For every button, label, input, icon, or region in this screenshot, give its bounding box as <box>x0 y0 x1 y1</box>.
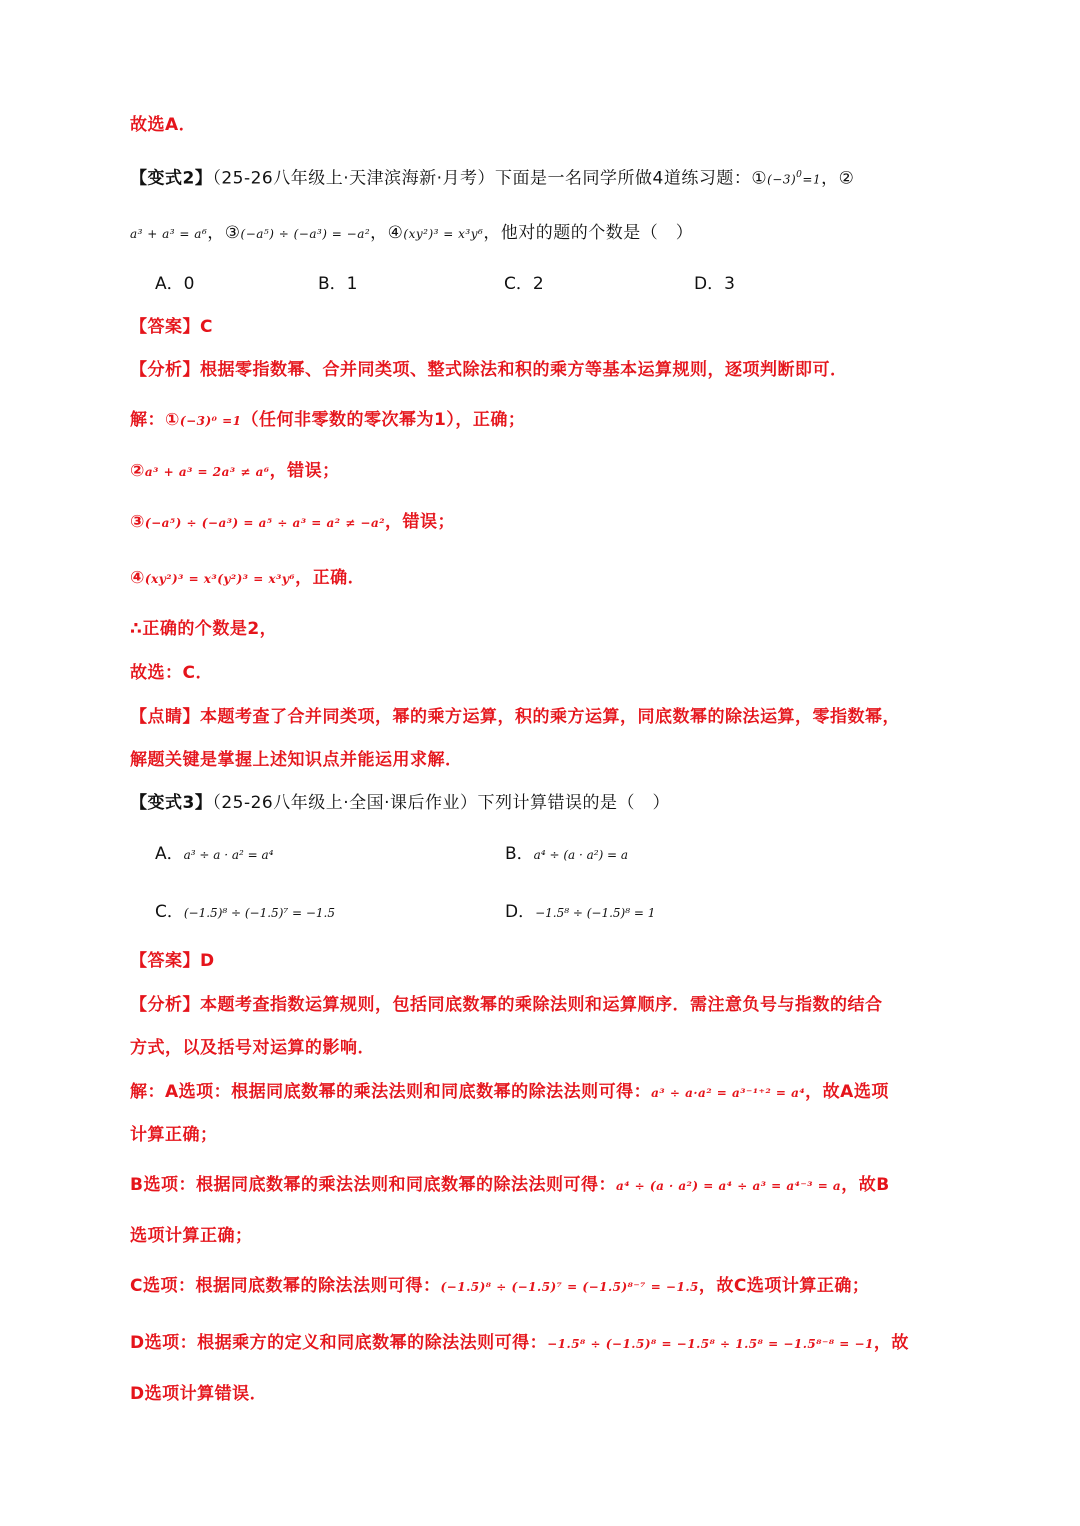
variant-3-source: （25-26八年级上·全国·课后作业）下列计算错误的是（ ） <box>212 793 671 813</box>
solution-b-line-1 <box>130 1173 890 1198</box>
math-sup: 0 <box>796 170 803 180</box>
choose-a-line: 故选A． <box>130 115 197 135</box>
choose-c-line: 故选：C． <box>130 663 213 683</box>
option-label: D． <box>505 902 536 922</box>
v3-option-d <box>505 900 655 925</box>
answer-2: 【答案】D <box>130 951 215 971</box>
option-b: B．1 <box>318 274 358 294</box>
math-expr: a⁴ ÷ (a · a²) = a⁴ ÷ a³ = a⁴⁻³ = a <box>615 1179 842 1193</box>
solution-b-line-2: 选项计算正确； <box>130 1226 253 1246</box>
v3-option-b <box>505 842 628 867</box>
option-d: D．3 <box>694 274 735 294</box>
text: ，错误； <box>385 512 456 532</box>
option-label: C． <box>155 902 184 922</box>
math-expr: (−1.5)⁸ ÷ (−1.5)⁷ = −1.5 <box>183 906 336 920</box>
math-expr: a³ ÷ a · a² = a⁴ <box>183 848 274 862</box>
option-c: C．2 <box>504 274 544 294</box>
math-expr: =1 <box>802 172 822 187</box>
analysis-2-line-2: 方式，以及括号对运算的影响． <box>130 1038 375 1058</box>
math-expr: a⁴ ÷ (a · a²) = a <box>533 848 629 862</box>
text: ，④ <box>370 223 404 243</box>
solution-1-line-1 <box>130 408 525 433</box>
option-a: A．0 <box>155 274 195 294</box>
math-expr: a³ + a³ = a⁶ <box>130 227 208 241</box>
solution-d-line-1 <box>130 1331 909 1356</box>
variant-2-source: （25-26八年级上·天津滨海新·月考）下面是一名同学所做4道练习题：① <box>212 168 768 189</box>
text: 解：① <box>130 410 180 430</box>
v3-option-a <box>155 842 274 867</box>
v3-option-c <box>155 900 335 925</box>
solution-1-line-3 <box>130 510 455 535</box>
answer-1: 【答案】C <box>130 317 213 337</box>
text: ，故A选项 <box>805 1082 889 1102</box>
math-expr: −1.5⁸ ÷ (−1.5)⁸ = −1.5⁸ ÷ 1.5⁸ = −1.5⁸⁻⁸ = −1 <box>547 1337 874 1351</box>
variant-3-tag: 【变式3】 <box>130 793 213 813</box>
text: ，③ <box>207 223 241 243</box>
text: ，故C选项计算正确； <box>698 1276 870 1296</box>
math-expr: (−3)⁰ =1 <box>179 414 242 428</box>
math-expr: a³ + a³ = 2a³ ≠ a⁶ <box>144 465 270 479</box>
solution-1-line-2 <box>130 459 340 484</box>
text: ，他对的题的个数是（ ） <box>483 223 694 243</box>
analysis-2-line-1: 【分析】本题考查指数运算规则，包括同底数幂的乘除法则和运算顺序．需注意负号与指数的结合 <box>130 995 883 1015</box>
analysis-1: 【分析】根据零指数幂、合并同类项、整式除法和积的乘方等基本运算规则，逐项判断即可． <box>130 360 848 380</box>
text: ，② <box>821 168 855 189</box>
variant-3-question <box>130 791 670 815</box>
text: ，正确． <box>295 568 366 588</box>
variant-2-question-line-2 <box>130 221 693 246</box>
solution-a-line-2: 计算正确； <box>130 1125 218 1145</box>
solution-c-line <box>130 1274 869 1299</box>
math-expr: (xy²)³ = x³(y²)³ = x³y⁶ <box>144 572 296 586</box>
variant-2-tag: 【变式2】 <box>130 168 213 189</box>
text: ，故 <box>873 1333 909 1353</box>
text: ④ <box>130 568 145 588</box>
math-expr: (xy²)³ = x³y⁶ <box>403 227 484 241</box>
solution-1-line-4 <box>130 566 365 591</box>
text: ② <box>130 461 145 481</box>
math-expr: a³ ÷ a·a² = a³⁻¹⁺² = a⁴ <box>651 1086 806 1100</box>
text: B选项：根据同底数幂的乘法法则和同底数幂的除法法则可得： <box>130 1175 616 1195</box>
text: D选项：根据乘方的定义和同底数幂的除法法则可得： <box>130 1333 548 1353</box>
comment-line-2: 解题关键是掌握上述知识点并能运用求解． <box>130 750 463 770</box>
variant-2-question-line-1 <box>130 163 854 192</box>
text: ③ <box>130 512 145 532</box>
solution-d-line-2: D选项计算错误． <box>130 1384 268 1404</box>
solution-a-line-1 <box>130 1080 889 1105</box>
math-expr: −1.5⁸ ÷ (−1.5)⁸ = 1 <box>535 906 656 920</box>
text: ，故B <box>841 1175 890 1195</box>
comment-line-1: 【点睛】本题考查了合并同类项，幂的乘方运算，积的乘方运算，同底数幂的除法运算，零指数幂， <box>130 707 900 727</box>
option-label: B． <box>505 844 534 864</box>
math-expr: (−a⁵) ÷ (−a³) = −a² <box>240 227 371 241</box>
math-expr: (−a⁵) ÷ (−a³) = a⁵ ÷ a³ = a² ≠ −a² <box>144 516 386 530</box>
conclusion-line: ∴正确的个数是2， <box>130 619 278 639</box>
text: ，错误； <box>269 461 340 481</box>
text: （任何非零数的零次幂为1），正确； <box>241 410 526 430</box>
text: 解：A选项：根据同底数幂的乘法法则和同底数幂的除法法则可得： <box>130 1082 652 1102</box>
text: C选项：根据同底数幂的除法法则可得： <box>130 1276 441 1296</box>
math-expr: (−1.5)⁸ ÷ (−1.5)⁷ = (−1.5)⁸⁻⁷ = −1.5 <box>440 1280 699 1294</box>
option-label: A． <box>155 844 184 864</box>
math-expr: (−3) <box>767 172 797 187</box>
